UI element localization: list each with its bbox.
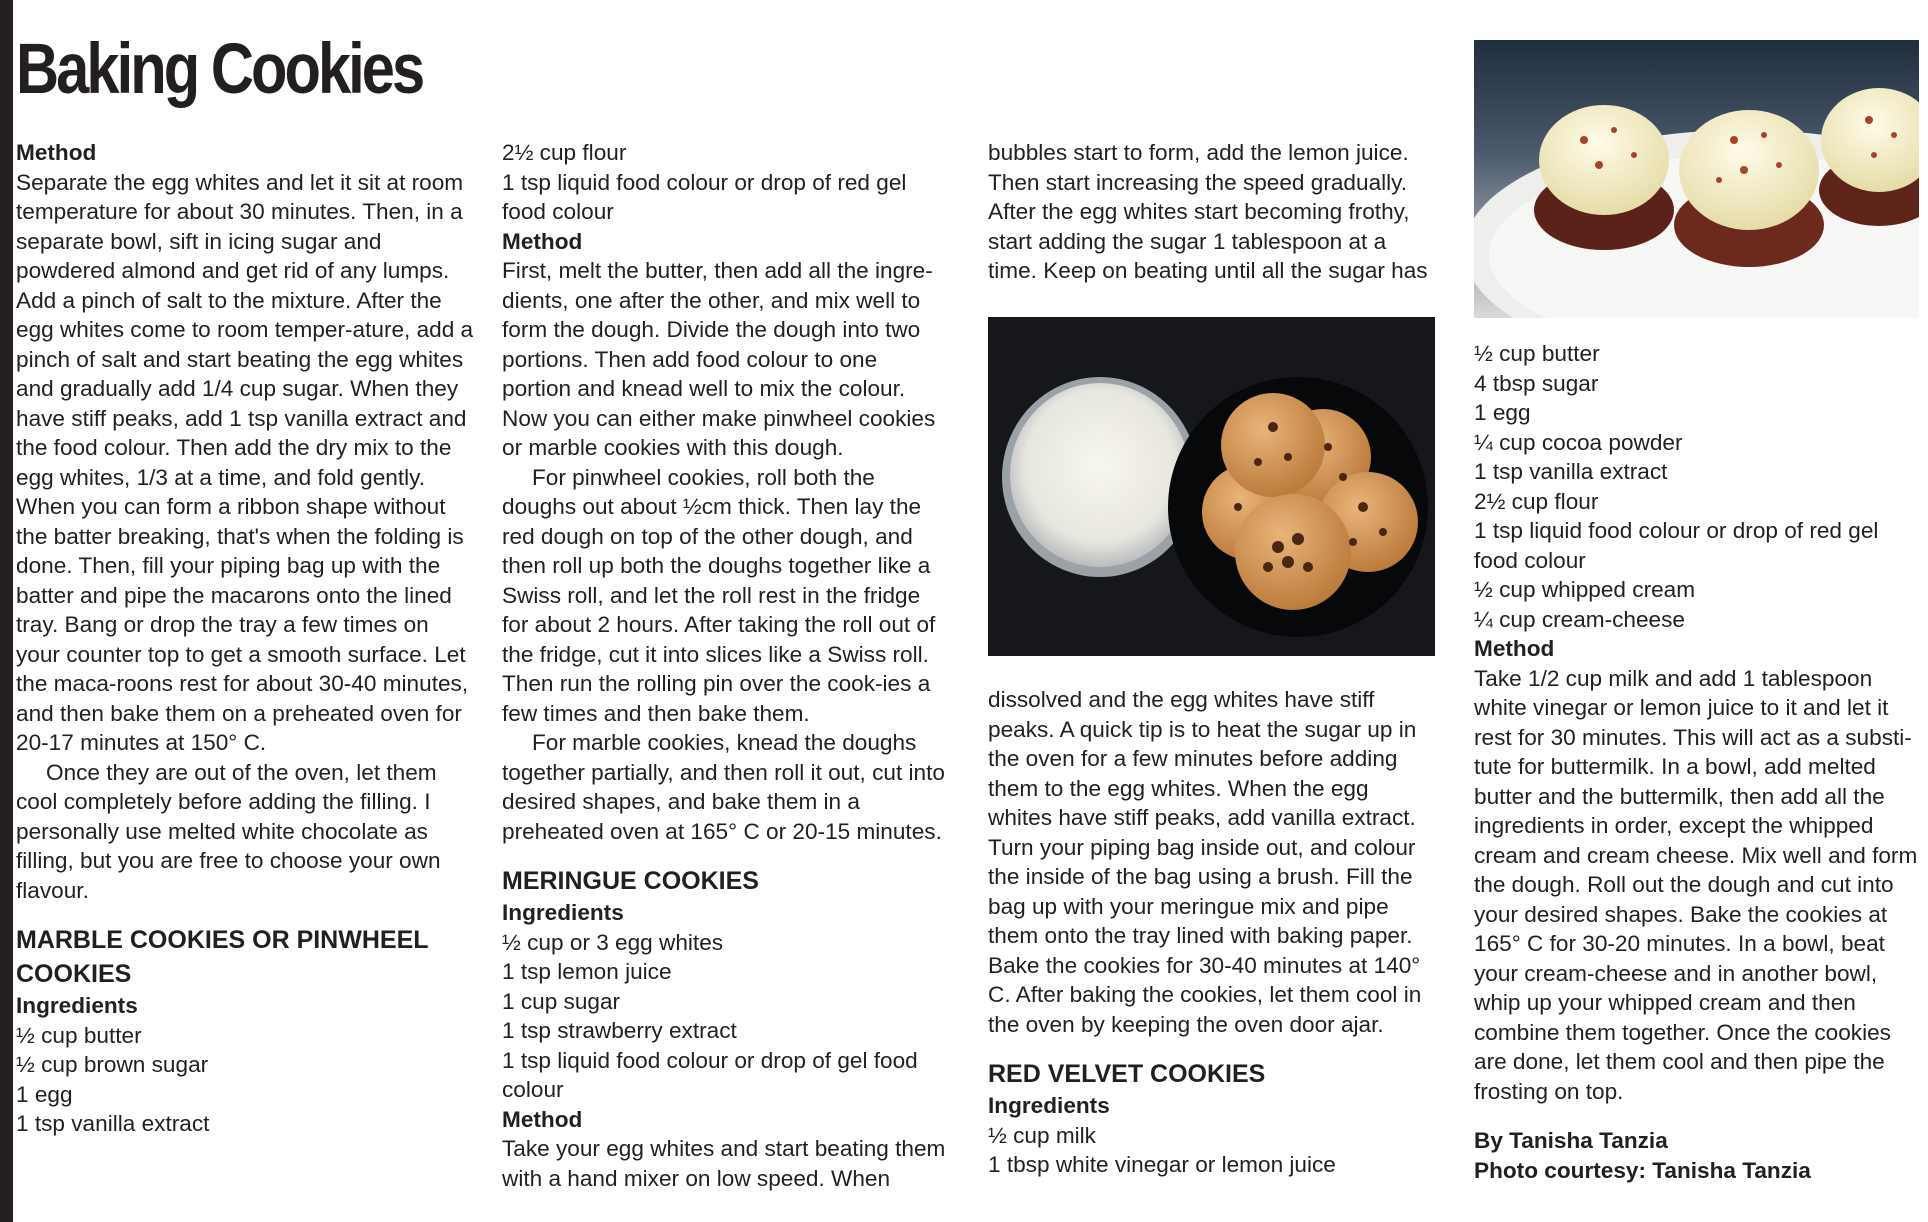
ingredient-item: 1 egg	[16, 1081, 73, 1107]
ingredient-item: 1 tbsp white vinegar or lemon juice	[988, 1152, 1336, 1177]
ingredient-item: 1 egg	[1474, 400, 1531, 425]
ingredient-item: 1 tsp lemon juice	[502, 959, 672, 984]
column-3-bottom	[988, 685, 1438, 1180]
page-title: Baking Cookies	[16, 30, 423, 109]
marble-method-paragraph: First, melt the butter, then add all the ingre-dients, one after the other, and mix well to form the dough. Divide the dough into two portions. Then add food colour to one portion and knead well to mix the colour. Now you can either make pinwheel cookies or marble cookies with this dough.	[502, 258, 936, 460]
ingredient-item: ¼ cup cocoa powder	[1474, 429, 1683, 455]
ingredient-item: 2½ cup flour	[1474, 488, 1599, 514]
meringue-method-end: dissolved and the egg whites have stiff peaks. A quick tip is to heat the sugar up in the oven for a few minutes before adding them to the egg whites. When the egg whites have stiff peaks, add vanilla extract. Turn your piping bag inside out, and colour the inside of the bag using a brush. Fill the bag up with your meringue mix and pipe them onto the tray lined with baking paper. Bake the cookies for 30-40 minutes at 140° C. After baking the cookies, let them cool in the oven by keeping the oven door ajar.	[988, 687, 1422, 1037]
macaron-method-paragraph: Separate the egg whites and let it sit at room temperature for about 30 minutes. Then, in a separate bowl, sift in icing sugar and powdered almond and get rid of any lumps. Add a pinch of salt to the mixture. After the egg whites come to room temper-ature, add a pinch of salt and start beating the egg whites and gradually add 1/4 cup sugar. When they have stiff peaks, add 1 tsp vanilla extract and the food colour. Then add the dry mix to the egg whites, 1/3 at a time, and fold gently. When you can form a ribbon shape without the batter breaking, that's when the folding is done. Then, fill your piping bag up with the batter and pipe the macarons onto the lined tray. Bang or drop the tray a few times on your counter top to get a smooth surface. Let the maca-roons rest for about 30-40 minutes, and then bake them on a preheated oven for 20-17 minutes at 150° C.	[16, 169, 474, 755]
ingredient-item: ½ cup or 3 egg whites	[502, 929, 724, 955]
ingredient-item: 1 tsp liquid food colour or drop of red gel food colour	[1474, 518, 1879, 573]
red-velvet-cookies-illustration	[1474, 40, 1919, 318]
ingredient-item: 1 tsp liquid food colour or drop of red gel food colour	[502, 169, 907, 224]
ingredients-heading: Ingredients	[16, 993, 138, 1018]
ingredient-item: 1 tsp liquid food colour or drop of gel food colour	[502, 1047, 918, 1102]
column-1	[16, 138, 476, 1139]
column-2	[502, 138, 952, 1193]
ingredient-item: 1 tsp vanilla extract	[1474, 459, 1668, 484]
byline: By Tanisha Tanzia	[1474, 1128, 1668, 1153]
ingredient-item: ½ cup milk	[988, 1122, 1096, 1148]
photo-credit: Photo courtesy: Tanisha Tanzia	[1474, 1157, 1811, 1183]
ingredients-heading: Ingredients	[502, 900, 624, 925]
column-3-top	[988, 138, 1438, 286]
ingredient-item: 2½ cup flour	[502, 140, 627, 165]
red-velvet-cookies-photo	[1474, 40, 1919, 318]
method-heading: Method	[1474, 636, 1555, 661]
ingredient-item: ½ cup butter	[1474, 341, 1600, 366]
ingredient-item: ½ cup brown sugar	[16, 1052, 209, 1077]
meringue-method-paragraph: Take your egg whites and start beating them with a hand mixer on low speed. When	[502, 1136, 946, 1191]
method-heading: Method	[16, 140, 97, 165]
meringue-method-continued: bubbles start to form, add the lemon juice. Then start increasing the speed gradually. After the egg whites start becoming frothy, start adding the sugar 1 tablespoon at a time. Keep on beating until all the sugar has	[988, 140, 1428, 283]
marble-cookies-heading: MARBLE COOKIES OR PINWHEEL COOKIES	[16, 926, 429, 988]
meringue-cookies-heading: MERINGUE COOKIES	[502, 867, 759, 895]
method-heading: Method	[502, 228, 583, 254]
ingredient-item: 1 cup sugar	[502, 988, 621, 1014]
red-velvet-heading: RED VELVET COOKIES	[988, 1060, 1266, 1088]
marble-paragraph: For marble cookies, knead the doughs together partially, and then roll it out, cut into desired shapes, and bake them in a preheated oven at 165° C or 20-15 minutes.	[502, 730, 945, 844]
cookies-and-milk-illustration	[988, 317, 1435, 656]
ingredient-item: 1 tsp strawberry extract	[502, 1018, 737, 1043]
ingredient-item: ½ cup whipped cream	[1474, 577, 1696, 602]
ingredient-item: 4 tbsp sugar	[1474, 370, 1599, 396]
cookies-and-milk-photo	[988, 317, 1435, 656]
ingredient-item: ½ cup butter	[16, 1022, 142, 1048]
method-heading: Method	[502, 1106, 583, 1132]
ingredients-heading: Ingredients	[988, 1093, 1110, 1118]
red-velvet-method-paragraph: Take 1/2 cup milk and add 1 tablespoon white vinegar or lemon juice to it and let it rest for 30 minutes. This will act as a substi-tute for buttermilk. In a bowl, add melted butter and the buttermilk, then add all the ingredients in order, except the whipped cream and cream cheese. Mix well and form the dough. Roll out the dough and cut into your desired shapes. Bake the cookies at 165° C for 30-20 minutes. In a bowl, beat your cream-cheese and in another bowl, whip up your whipped cream and then combine them together. Once the cookies are done, let them cool and then pipe the frosting on top.	[1474, 665, 1918, 1104]
ingredient-item: 1 tsp vanilla extract	[16, 1111, 210, 1136]
left-edge-bar	[0, 0, 13, 1222]
pinwheel-paragraph: For pinwheel cookies, roll both the doughs out about ½cm thick. Then lay the red dough on top of the other dough, and then roll up both the doughs together like a Swiss roll, and let the roll rest in the fridge for about 2 hours. After taking the roll out of the fridge, cut it into slices like a Swiss roll. Then run the rolling pin over the cook-ies a few times and then bake them.	[502, 464, 936, 726]
macaron-filling-paragraph: Once they are out of the oven, let them cool completely before adding the filling. I personally use melted white chocolate as filling, but you are free to choose your own flavour.	[16, 759, 441, 903]
column-4	[1474, 339, 1924, 1185]
ingredient-item: ¼ cup cream-cheese	[1474, 606, 1685, 632]
